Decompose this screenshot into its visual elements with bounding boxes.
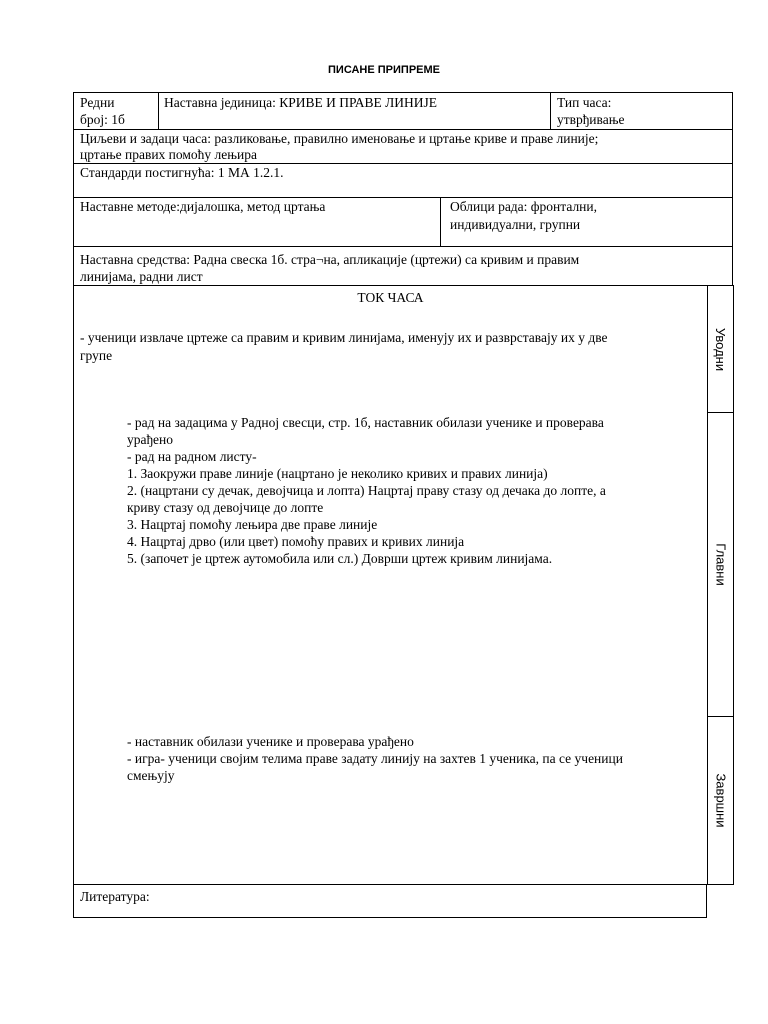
forms-line2: индивидуални, групни (450, 217, 581, 232)
number-value: број: 1б (80, 112, 125, 127)
row-materials (73, 246, 733, 286)
methods-text: Наставне методе:дијалошка, метод цртања (80, 199, 326, 214)
main-activities (127, 414, 606, 567)
literature-label: Литература: (80, 889, 150, 904)
lesson-heading: ТОК ЧАСА (357, 290, 424, 305)
phase-intro (708, 286, 734, 413)
phase-final (708, 717, 734, 884)
intro-line1: - ученици извлаче цртеже са правим и кривим линијама, именују их и разврставају их у две (80, 330, 608, 345)
phase-main (708, 413, 734, 717)
goals-line2: цртање правих помоћу лењира (80, 147, 258, 162)
materials-line2: линијама, радни лист (80, 269, 203, 284)
cell-forms (440, 198, 733, 246)
type-label: Тип часа: (557, 95, 612, 110)
row-goals (73, 129, 733, 164)
phase-final-label: Завршни (713, 773, 729, 828)
main-line: 1. Заокружи праве линије (нацртано је неколико кривих и правих линија) (127, 466, 548, 481)
main-line: 4. Нацртај дрво (или цвет) помоћу правих и кривих линија (127, 534, 465, 549)
number-label: Редни (80, 95, 115, 110)
page-title: ПИСАНЕ ПРИПРЕМЕ (328, 64, 440, 76)
cell-number (74, 93, 159, 129)
final-line: смењују (127, 768, 175, 783)
phase-main-label: Главни (713, 543, 729, 586)
forms-line1: Облици рада: фронтални, (450, 199, 598, 214)
main-line: урађено (127, 432, 173, 447)
final-line: - игра- ученици својим телима праве задату линију на захтев 1 ученика, па се ученици (127, 751, 623, 766)
row-info (73, 92, 733, 130)
goals-line1: Циљеви и задаци часа: разликовање, правилно именовање и цртање криве и праве линије; (80, 131, 599, 146)
phase-intro-label: Уводни (713, 327, 729, 371)
lesson-unit: Наставна јединица: КРИВЕ И ПРАВЕ ЛИНИЈЕ (164, 95, 438, 110)
main-line: криву стазу од девојчице до лопте (127, 500, 324, 515)
main-line: 3. Нацртај помоћу лењира две праве линије (127, 517, 378, 532)
row-standards (73, 163, 733, 198)
materials-line1: Наставна средства: Радна свеска 1б. стра¬на, апликације (цртежи) са кривим и правим (80, 252, 580, 267)
cell-type (550, 93, 733, 129)
lesson-flow (73, 285, 708, 885)
final-line: - наставник обилази ученике и проверава урађено (127, 734, 414, 749)
final-activities (127, 733, 623, 784)
row-literature (73, 884, 707, 918)
main-line: - рад на радном листу- (127, 449, 257, 464)
standards-text: Стандарди постигнућа: 1 МА 1.2.1. (80, 165, 284, 180)
intro-line2: групе (80, 348, 113, 363)
main-line: 2. (нацртани су дечак, девојчица и лопта) Нацртај праву стазу од дечака до лопте, а (127, 483, 606, 498)
type-value: утврђивање (557, 112, 625, 127)
phase-column (707, 285, 734, 885)
main-line: - рад на задацима у Радној свесци, стр. 1б, наставник обилази ученике и проверава (127, 415, 604, 430)
row-methods (73, 197, 733, 247)
main-line: 5. (започет је цртеж аутомобила или сл.) Доврши цртеж кривим линијама. (127, 551, 553, 566)
